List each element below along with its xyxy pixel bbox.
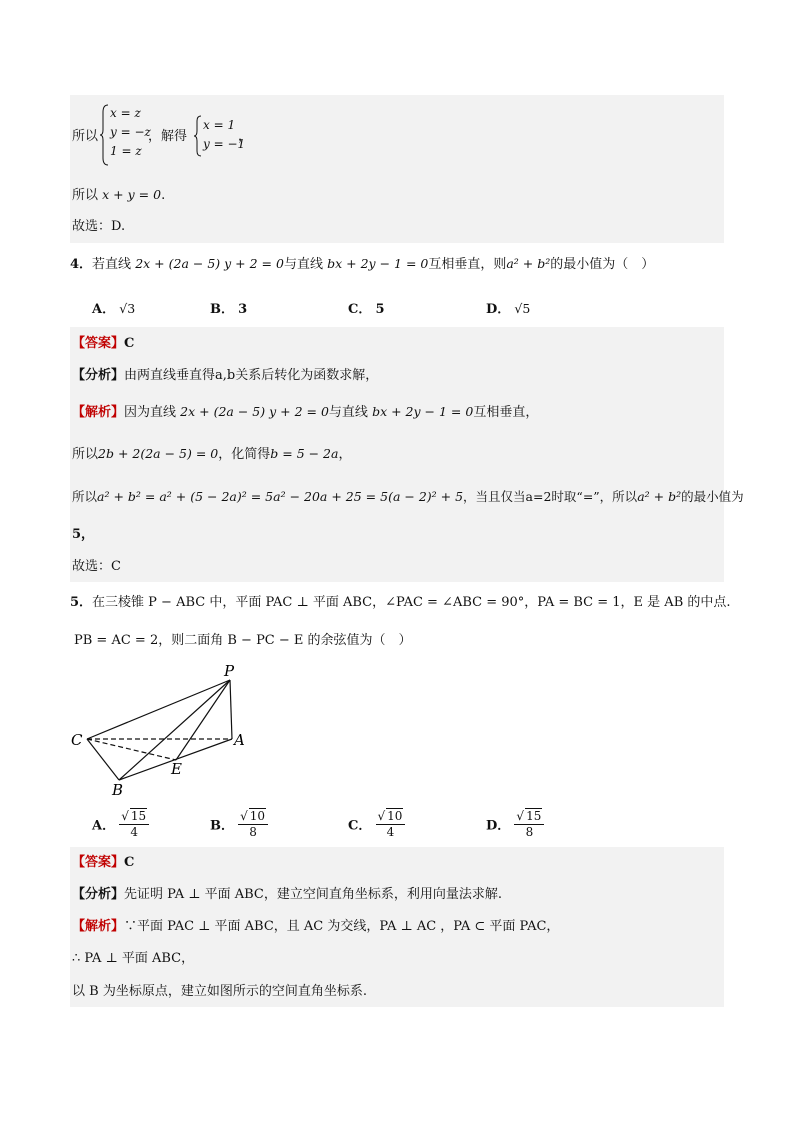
q4-sol3-b: ，当且仅当a=2时取“=”，所以: [463, 489, 638, 504]
q3-result-line: [72, 186, 165, 205]
q5-stem-line-1: [70, 594, 731, 612]
q4-sol1-line2: bx + 2y − 1 = 0: [372, 404, 474, 419]
q3-result-expr: x + y = 0: [102, 187, 162, 202]
q5-sol3: 以 B 为坐标原点，建立如图所示的空间直角坐标系.: [72, 984, 367, 999]
q4-answer-tag: 【答案】: [72, 336, 125, 351]
q5-option-a-frac: $\frac{√ 15}{4}$: [119, 808, 149, 840]
label-p: P: [224, 662, 235, 680]
q5-stem2: PB = AC = 2，则二面角 B − PC − E 的余弦值为（ ）: [74, 633, 412, 648]
q3-solve-label: [148, 128, 187, 146]
q3-result-tail: .: [161, 188, 166, 203]
q5-option-b[interactable]: [210, 808, 268, 840]
q4-line2: bx + 2y − 1 = 0: [327, 256, 429, 271]
q3-sys-eq-1: x = z: [110, 106, 141, 120]
q3-sol-tail-text: ，: [238, 129, 252, 144]
q5-pyramid-figure: [66, 660, 266, 800]
q3-sys-eq-3: 1 = z: [110, 144, 142, 158]
q5-option-d-frac: $\frac{√ 15}{8}$: [514, 808, 544, 840]
q4-sol2-a: 所以: [72, 447, 99, 462]
q3-sol-eq-2: y = −1: [203, 137, 246, 151]
q4-sol1-a: 因为直线: [124, 405, 177, 420]
q5-option-c-den: 4: [386, 825, 395, 839]
q5-solution-line-3: [72, 983, 367, 1001]
q4-analysis-tag: 【分析】: [72, 368, 125, 383]
q5-stem-line-2: [74, 632, 412, 650]
q5-analysis: [72, 886, 502, 904]
q4-option-c-value: 5: [375, 302, 385, 317]
q4-sol3-eq: a² + b² = a² + (5 − 2a)² = 5a² − 20a + 25 = 5(a − 2)² + 5: [97, 489, 464, 504]
q4-solution-line-3: [72, 488, 744, 506]
q3-sys-label: 所以: [72, 129, 99, 144]
q4-answer: [72, 335, 134, 353]
q5-option-c-label: C．: [348, 818, 372, 834]
q4-solution-tag: 【解析】: [72, 405, 125, 420]
q5-option-d-label: D．: [486, 818, 511, 834]
q4-stem-b: 与直线: [283, 257, 323, 272]
q5-option-a[interactable]: [92, 808, 149, 840]
q4-sol2-eq: 2b + 2(2a − 5) = 0: [98, 446, 219, 461]
q5-option-d-num: 15: [526, 809, 542, 823]
q4-solution-line-1: [72, 403, 538, 422]
q4-option-d-label: D．: [486, 302, 511, 317]
q5-answer: [72, 854, 134, 872]
label-a: A: [234, 731, 245, 749]
q5-analysis-text: 先证明 PA ⊥ 平面 ABC，建立空间直角坐标系，利用向量法求解.: [124, 887, 502, 902]
q4-option-a-value: √3: [119, 301, 136, 316]
q5-option-b-den: 8: [249, 825, 257, 839]
q4-sol1-c: 互相垂直，: [473, 405, 539, 420]
q5-solution-line-1: [72, 918, 559, 936]
q4-solution-line-4: [72, 526, 94, 544]
q3-sys-eq-2: y = −z: [110, 125, 151, 139]
q5-solution-line-2: [72, 950, 194, 968]
q3-solve-text: ，解得: [148, 129, 188, 144]
q4-sol2-b: ，化简得: [218, 447, 271, 462]
q4-choice-text: 故选：C: [72, 559, 121, 574]
q5-option-a-den: 4: [130, 825, 139, 839]
edge-cp: [87, 680, 230, 739]
q4-sol4: 5，: [72, 527, 95, 542]
q4-answer-value: C: [124, 336, 135, 351]
q4-option-c-label: C．: [348, 302, 372, 317]
edge-pe: [176, 680, 230, 760]
q5-number: 5．: [70, 595, 93, 610]
q3-sol-tail: [238, 128, 251, 146]
q3-sol-eq-1: x = 1: [203, 118, 236, 132]
q5-answer-tag: 【答案】: [72, 855, 125, 870]
q4-sol2-c: ，: [338, 447, 352, 462]
q5-option-d[interactable]: [486, 808, 544, 840]
q4-option-b-label: B．: [210, 302, 234, 317]
q5-answer-value: C: [124, 855, 135, 870]
q3-brace-left-icon: [99, 104, 109, 166]
q5-option-d-den: 8: [525, 825, 534, 839]
label-c: C: [71, 731, 83, 749]
q4-stem-c: 互相垂直，则: [428, 257, 507, 272]
q4-sol3-a: 所以: [72, 489, 98, 504]
q3-result-prefix: 所以: [72, 188, 99, 203]
q5-option-c-frac: $\frac{√ 10}{4}$: [376, 808, 406, 840]
q4-analysis: [72, 367, 378, 385]
q5-sol1: ∵平面 PAC ⊥ 平面 ABC，且 AC 为交线，PA ⊥ AC ，PA ⊂ 平面 PAC，: [124, 919, 560, 934]
q4-target: a² + b²: [506, 256, 551, 271]
q5-option-a-num: 15: [130, 809, 147, 823]
q5-sol2: ∴ PA ⊥ 平面 ABC，: [72, 951, 195, 966]
q4-line1: 2x + (2a − 5) y + 2 = 0: [135, 256, 284, 271]
q3-brace-right-icon: [193, 115, 202, 157]
q3-system-line: [72, 128, 98, 146]
edge-pa: [230, 680, 232, 739]
q4-stem: [70, 255, 654, 274]
q5-option-b-frac: $\frac{√ 10}{8}$: [238, 808, 268, 840]
q3-choice: [72, 218, 125, 236]
q5-option-c[interactable]: [348, 808, 405, 840]
q4-sol2-eq2: b = 5 − 2a: [270, 446, 339, 461]
q4-solution-line-2: [72, 445, 351, 464]
label-b: B: [112, 781, 124, 799]
q4-option-c[interactable]: [348, 298, 385, 317]
q4-sol3-target: a² + b²: [637, 489, 682, 504]
q5-option-a-label: A．: [92, 818, 116, 834]
q4-stem-d: 的最小值为（ ）: [550, 257, 655, 272]
q4-sol1-b: 与直线: [328, 405, 368, 420]
q3-system-equations: [110, 104, 151, 161]
q4-option-b-value: 3: [238, 302, 248, 317]
q5-option-b-label: B．: [210, 818, 234, 834]
q4-option-a[interactable]: [92, 298, 135, 317]
q4-number: 4．: [70, 257, 93, 272]
q5-option-b-num: 10: [249, 809, 266, 823]
q4-option-d-value: √5: [514, 301, 531, 316]
q5-solution-tag: 【解析】: [72, 919, 125, 934]
q4-analysis-text: 由两直线垂直得a,b关系后转化为函数求解，: [124, 368, 379, 383]
q5-stem1: 在三棱锥 P − ABC 中，平面 PAC ⊥ 平面 ABC，∠PAC = ∠ABC = 90°，PA = BC = 1，E 是 AB 的中点.: [92, 595, 731, 610]
q3-solution-block: [70, 95, 724, 243]
q4-sol1-line1: 2x + (2a − 5) y + 2 = 0: [180, 404, 329, 419]
label-e: E: [171, 760, 182, 778]
q4-option-a-label: A．: [92, 302, 116, 317]
q5-option-c-num: 10: [387, 809, 403, 823]
q5-analysis-tag: 【分析】: [72, 887, 125, 902]
q4-option-b[interactable]: [210, 298, 247, 317]
q4-choice: [72, 558, 121, 576]
q4-sol3-c: 的最小值为: [681, 489, 744, 504]
q4-option-d[interactable]: [486, 298, 530, 317]
q4-stem-a: 若直线: [92, 257, 132, 272]
q3-choice-text: 故选：D.: [72, 219, 126, 234]
